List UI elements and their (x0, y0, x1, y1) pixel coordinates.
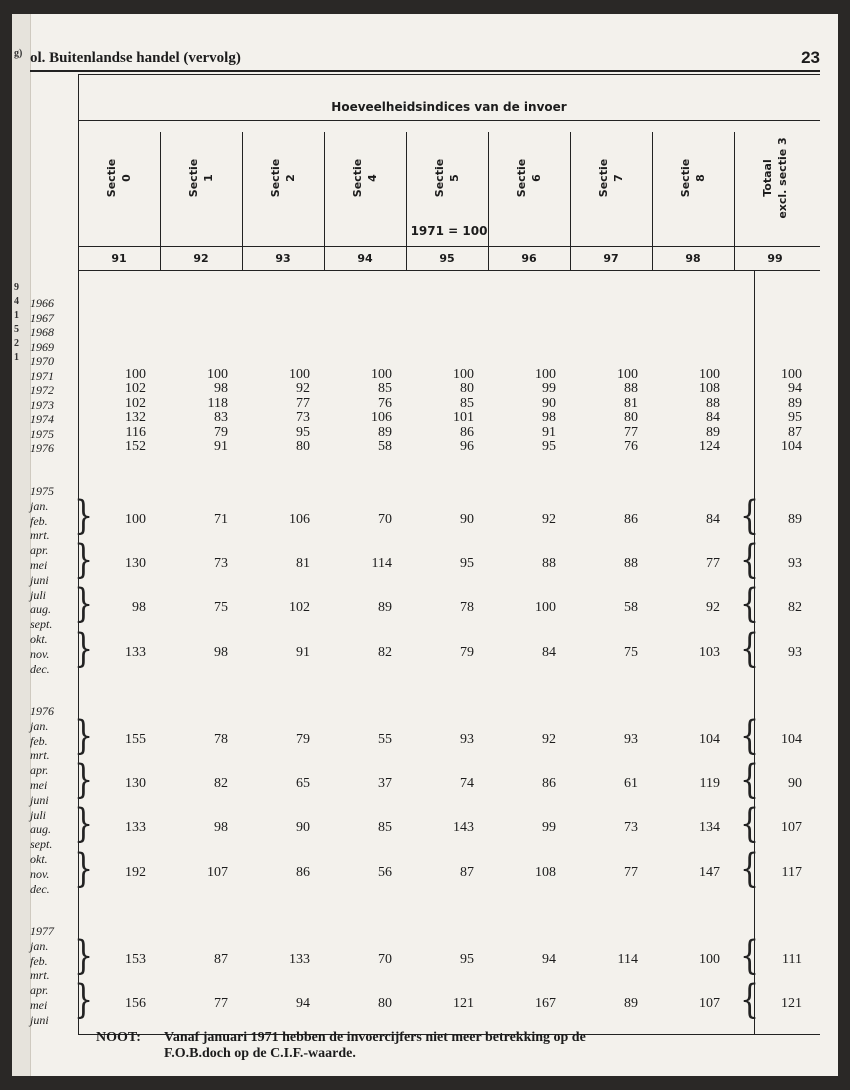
quarter-value: 82 (214, 776, 228, 791)
column-code: 96 (521, 252, 537, 265)
quarter-value: 82 (378, 644, 392, 660)
row-year-label: 1968 (30, 325, 54, 339)
block-year-label: 1975 (30, 484, 54, 498)
quarter-value: 192 (125, 864, 146, 880)
quarter-value: 143 (453, 820, 474, 836)
annual-value: 95 (788, 410, 802, 425)
month-label: mrt. (30, 528, 50, 543)
month-label: juni (30, 792, 49, 807)
quarter-value: 107 (699, 996, 720, 1011)
quarter-value: 92 (706, 600, 720, 616)
quarter-value: 147 (699, 864, 720, 880)
quarter-value: 130 (125, 556, 146, 571)
column-header (242, 132, 324, 224)
month-label: aug. (30, 602, 51, 617)
column-header-label (596, 159, 626, 197)
quarter-brace-right: { (740, 626, 760, 672)
quarter-value: 98 (214, 820, 228, 836)
column-header-line-2: 8 (694, 174, 707, 182)
row-year-label: 1975 (30, 426, 54, 441)
row-year-label: 1970 (30, 354, 54, 368)
quarter-value: 80 (378, 996, 392, 1011)
annual-value: 92 (296, 381, 310, 396)
annual-value: 100 (125, 366, 146, 382)
annual-value: 87 (788, 424, 802, 440)
annual-value: 91 (214, 439, 228, 454)
quarter-value: 61 (624, 776, 638, 791)
margin-mark: 4 (14, 296, 19, 307)
margin-mark: 1 (14, 352, 19, 363)
column-code: 92 (193, 252, 209, 265)
column-header-line-2: 5 (448, 174, 461, 182)
quarter-value: 104 (781, 731, 802, 747)
annual-value: 58 (378, 439, 392, 454)
annual-value: 86 (460, 424, 474, 440)
annual-value: 102 (125, 381, 146, 396)
quarter-value: 103 (699, 644, 720, 660)
quarter-brace-right: { (740, 757, 760, 804)
quarter-value: 117 (781, 864, 802, 880)
quarter-value: 88 (542, 556, 556, 571)
column-header-line-1: Sectie (187, 158, 200, 198)
row-year-label: 1969 (30, 339, 54, 354)
month-label: juli (30, 807, 47, 822)
quarter-value: 94 (542, 951, 556, 967)
quarter-value: 84 (706, 511, 720, 527)
quarter-brace-right: { (740, 493, 760, 539)
quarter-value: 108 (535, 864, 556, 880)
margin-mark: 5 (14, 324, 19, 335)
quarter-value: 94 (296, 996, 310, 1011)
quarter-value: 99 (542, 820, 556, 836)
row-year-label: 1971 (30, 368, 54, 383)
quarter-value: 89 (378, 600, 392, 616)
column-header-line-1: Sectie (351, 158, 364, 198)
column-header-line-2: excl. sectie 3 (776, 137, 789, 219)
column-header-line-1: Sectie (515, 158, 528, 198)
quarter-value: 95 (460, 556, 474, 571)
column-header-label (268, 159, 298, 197)
annual-value: 98 (214, 381, 228, 396)
quarter-value: 73 (214, 556, 228, 571)
quarter-value: 134 (699, 820, 720, 836)
quarter-brace-right: { (740, 801, 760, 848)
column-header-line-2: 1 (202, 174, 215, 182)
month-label: apr. (30, 763, 49, 778)
annual-value: 76 (624, 439, 638, 454)
footnote-label: NOOT: (96, 1030, 141, 1045)
quarter-value: 95 (460, 951, 474, 967)
column-code: 95 (439, 252, 455, 265)
month-label: juni (30, 572, 49, 587)
row-year-label: 1967 (30, 310, 54, 325)
margin-mark: 2 (14, 338, 19, 349)
month-label: aug. (30, 822, 51, 837)
month-label: okt. (30, 632, 48, 646)
month-label: apr. (30, 543, 49, 558)
annual-value: 80 (624, 410, 638, 425)
quarter-value: 78 (214, 731, 228, 747)
annual-value: 100 (207, 366, 228, 382)
month-label: jan. (30, 938, 49, 953)
annual-value: 98 (542, 410, 556, 425)
document-page (12, 14, 838, 1076)
quarter-value: 84 (542, 644, 556, 660)
quarter-value: 121 (781, 996, 802, 1011)
quarter-value: 77 (214, 996, 228, 1011)
column-header-line-2: 6 (530, 174, 543, 182)
base-year-label: 1971 = 100 (410, 224, 488, 238)
column-header-line-2: 0 (120, 174, 133, 182)
table-rule-top (78, 74, 820, 75)
column-header-label (678, 159, 708, 197)
month-label: sept. (30, 617, 53, 632)
column-code: 93 (275, 252, 291, 265)
annual-value: 80 (296, 439, 310, 454)
annual-value: 124 (699, 439, 720, 454)
quarter-value: 133 (125, 820, 146, 836)
month-label: feb. (30, 733, 48, 748)
column-header-line-2: 4 (366, 174, 379, 182)
column-code: 91 (111, 252, 127, 265)
column-header-label (104, 159, 134, 197)
quarter-value: 167 (535, 996, 556, 1011)
quarter-brace-left: } (74, 801, 94, 848)
quarter-value: 86 (542, 776, 556, 791)
annual-value: 89 (378, 424, 392, 440)
quarter-brace-left: } (74, 933, 94, 979)
column-header (78, 132, 160, 224)
month-label: feb. (30, 953, 48, 968)
quarter-brace-left: } (74, 846, 94, 892)
annual-value: 95 (542, 439, 556, 454)
month-label: mrt. (30, 748, 50, 763)
quarter-value: 77 (624, 864, 638, 880)
table-title: Hoeveelheidsindices van de invoer (331, 100, 567, 114)
quarter-value: 155 (125, 731, 146, 747)
annual-value: 100 (781, 366, 802, 382)
quarter-value: 102 (289, 600, 310, 616)
quarter-brace-right: { (740, 846, 760, 892)
column-header-label (514, 159, 544, 197)
quarter-brace-left: } (74, 757, 94, 804)
annual-value: 96 (460, 439, 474, 454)
annual-value: 104 (781, 439, 802, 454)
month-label: nov. (30, 866, 50, 881)
annual-value: 89 (788, 395, 802, 411)
annual-value: 101 (453, 410, 474, 425)
column-header-line-2: 7 (612, 174, 625, 182)
column-code: 97 (603, 252, 619, 265)
column-header-line-2: 2 (284, 174, 297, 182)
month-label: mrt. (30, 968, 50, 983)
quarter-value: 133 (125, 644, 146, 660)
quarter-value: 37 (378, 776, 392, 791)
block-year-label: 1976 (30, 704, 54, 718)
annual-value: 100 (617, 366, 638, 382)
annual-value: 102 (125, 395, 146, 411)
annual-value: 76 (378, 395, 392, 411)
quarter-value: 106 (289, 511, 310, 527)
margin-mark: 1 (14, 310, 19, 321)
quarter-brace-left: } (74, 977, 94, 1024)
annual-value: 90 (542, 395, 556, 411)
annual-value: 108 (699, 381, 720, 396)
annual-value: 85 (378, 381, 392, 396)
quarter-value: 70 (378, 951, 392, 967)
quarter-value: 90 (788, 776, 802, 791)
quarter-value: 79 (460, 644, 474, 660)
column-code: 99 (767, 252, 783, 265)
annual-value: 88 (706, 395, 720, 411)
quarter-value: 86 (296, 864, 310, 880)
quarter-value: 65 (296, 776, 310, 791)
quarter-value: 81 (296, 556, 310, 571)
month-label: mei (30, 778, 48, 792)
quarter-brace-right: { (740, 933, 760, 979)
column-header (406, 132, 488, 224)
annual-value: 94 (788, 381, 802, 396)
column-header-line-1: Sectie (433, 158, 446, 198)
quarter-brace-left: } (74, 581, 94, 628)
month-label: okt. (30, 852, 48, 866)
annual-value: 100 (453, 366, 474, 382)
quarter-value: 75 (624, 644, 638, 660)
quarter-value: 93 (788, 644, 802, 660)
quarter-value: 121 (453, 996, 474, 1011)
quarter-value: 79 (296, 731, 310, 747)
quarter-value: 88 (624, 556, 638, 571)
quarter-value: 73 (624, 820, 638, 836)
column-header (160, 132, 242, 224)
quarter-value: 87 (460, 864, 474, 880)
annual-value: 152 (125, 439, 146, 454)
month-label: juli (30, 587, 47, 602)
month-label: mei (30, 998, 48, 1012)
block-year-label: 1977 (30, 924, 54, 938)
annual-value: 132 (125, 410, 146, 425)
footnote (96, 1030, 820, 1062)
quarter-value: 93 (624, 731, 638, 747)
quarter-value: 153 (125, 951, 146, 967)
quarter-value: 114 (617, 951, 638, 967)
quarter-value: 119 (699, 776, 720, 791)
quarter-value: 111 (782, 951, 802, 967)
month-label: jan. (30, 718, 49, 733)
column-header (570, 132, 652, 224)
column-code: 98 (685, 252, 701, 265)
page-number: 23 (801, 48, 820, 67)
quarter-brace-left: } (74, 713, 94, 759)
quarter-value: 89 (624, 996, 638, 1011)
quarter-value: 98 (214, 644, 228, 660)
quarter-value: 104 (699, 731, 720, 747)
quarter-value: 85 (378, 820, 392, 836)
quarter-value: 91 (296, 644, 310, 660)
annual-value: 77 (624, 424, 638, 440)
column-header-label (350, 159, 380, 197)
column-code: 94 (357, 252, 373, 265)
annual-value: 80 (460, 381, 474, 396)
column-header-label (186, 159, 216, 197)
column-header-line-1: Sectie (679, 158, 692, 198)
month-label: dec. (30, 881, 50, 896)
quarter-value: 70 (378, 511, 392, 527)
quarter-value: 92 (542, 731, 556, 747)
month-label: sept. (30, 837, 53, 852)
quarter-brace-left: } (74, 626, 94, 672)
quarter-value: 78 (460, 600, 474, 616)
quarter-value: 55 (378, 731, 392, 747)
quarter-brace-right: { (740, 537, 760, 584)
column-header-line-1: Sectie (269, 158, 282, 198)
annual-value: 81 (624, 395, 638, 411)
footnote-line-2: F.O.B.doch op de C.I.F.-waarde. (164, 1046, 356, 1061)
column-header (734, 132, 816, 224)
quarter-value: 114 (371, 556, 392, 571)
quarter-value: 133 (289, 951, 310, 967)
quarter-value: 71 (214, 511, 228, 527)
annual-value: 89 (706, 424, 720, 440)
month-label: feb. (30, 513, 48, 528)
month-label: juni (30, 1012, 49, 1027)
quarter-value: 156 (125, 996, 146, 1011)
month-label: mei (30, 558, 48, 572)
annual-value: 88 (624, 381, 638, 396)
annual-value: 100 (371, 366, 392, 382)
quarter-brace-left: } (74, 493, 94, 539)
quarter-value: 100 (699, 951, 720, 967)
annual-value: 91 (542, 424, 556, 440)
column-header-line-1: Sectie (105, 158, 118, 198)
column-header-label (432, 159, 462, 197)
quarter-value: 74 (460, 776, 474, 791)
column-header (652, 132, 734, 224)
quarter-value: 90 (296, 820, 310, 836)
quarter-value: 90 (460, 511, 474, 527)
month-label: nov. (30, 646, 50, 661)
table-rule-codes-bottom (78, 270, 820, 271)
row-year-label: 1972 (30, 383, 54, 397)
quarter-value: 100 (125, 511, 146, 527)
annual-value: 83 (214, 410, 228, 425)
column-header (488, 132, 570, 224)
annual-value: 73 (296, 410, 310, 425)
column-header-line-1: Totaal (761, 159, 774, 197)
quarter-value: 58 (624, 600, 638, 616)
month-label: apr. (30, 983, 49, 998)
quarter-value: 130 (125, 776, 146, 791)
quarter-value: 87 (214, 951, 228, 967)
quarter-value: 89 (788, 511, 802, 527)
annual-value: 118 (207, 395, 228, 411)
quarter-brace-right: { (740, 581, 760, 628)
quarter-value: 93 (460, 731, 474, 747)
annual-value: 100 (289, 366, 310, 382)
annual-value: 100 (535, 366, 556, 382)
annual-value: 84 (706, 410, 720, 425)
quarter-value: 92 (542, 511, 556, 527)
quarter-brace-right: { (740, 713, 760, 759)
quarter-value: 77 (706, 556, 720, 571)
annual-value: 79 (214, 424, 228, 440)
table-rule-title (78, 120, 820, 121)
annual-value: 99 (542, 381, 556, 396)
quarter-value: 75 (214, 600, 228, 616)
annual-value: 100 (699, 366, 720, 382)
quarter-value: 82 (788, 600, 802, 616)
quarter-value: 56 (378, 864, 392, 880)
quarter-value: 86 (624, 511, 638, 527)
quarter-value: 100 (535, 600, 556, 616)
annual-value: 95 (296, 424, 310, 440)
annual-value: 116 (125, 424, 146, 440)
row-year-label: 1974 (30, 412, 54, 426)
quarter-value: 107 (207, 864, 228, 880)
quarter-value: 107 (781, 820, 802, 836)
left-margin-strip (12, 14, 31, 1076)
month-label: dec. (30, 661, 50, 676)
annual-value: 106 (371, 410, 392, 425)
quarter-value: 93 (788, 556, 802, 571)
page-header (30, 44, 820, 72)
footnote-line-1: Vanaf januari 1971 hebben de invoercijfers niet meer betrekking op de (164, 1030, 586, 1045)
page-title: ol. Buitenlandse handel (vervolg) (30, 50, 241, 66)
row-year-label: 1976 (30, 441, 54, 455)
table-rule-codes-top (78, 246, 820, 247)
annual-value: 77 (296, 395, 310, 411)
margin-mark: 9 (14, 282, 19, 293)
column-header-line-1: Sectie (597, 158, 610, 198)
month-label: jan. (30, 498, 49, 513)
margin-mark: g) (14, 48, 23, 59)
row-year-label: 1973 (30, 397, 54, 412)
column-header-label (760, 137, 790, 218)
quarter-brace-right: { (740, 977, 760, 1024)
annual-value: 85 (460, 395, 474, 411)
quarter-value: 98 (132, 600, 146, 616)
quarter-brace-left: } (74, 537, 94, 584)
row-year-label: 1966 (30, 296, 54, 310)
column-header (324, 132, 406, 224)
